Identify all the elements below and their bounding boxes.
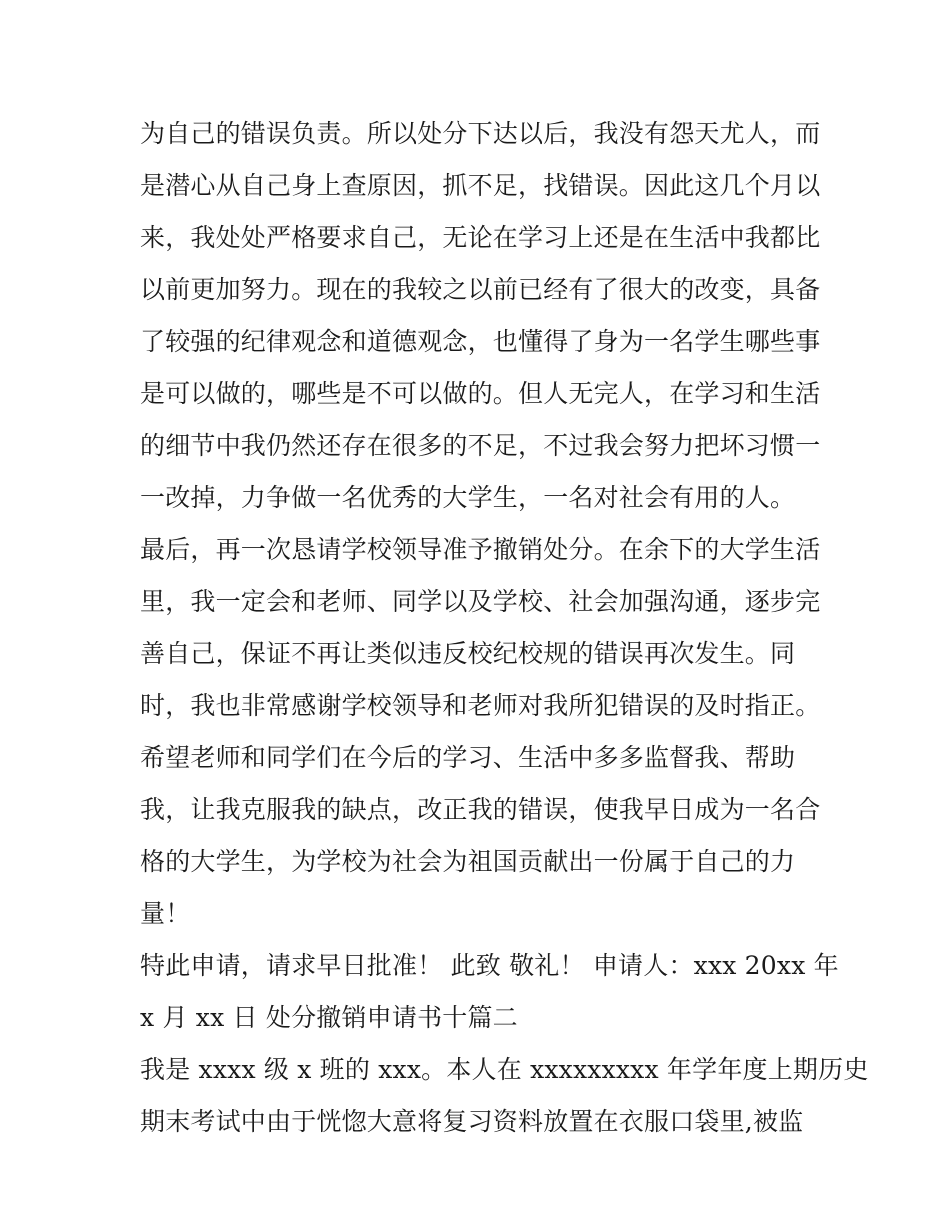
text-line: 为自己的错误负责。所以处分下达以后，我没有怨天尤人，而 (140, 119, 821, 148)
text-line: 特此申请，请求早日批准！ 此致 敬礼！ 申请人：xxx 20xx 年 (140, 951, 839, 980)
text-line: 是可以做的，哪些是不可以做的。但人无完人，在学习和生活 (140, 379, 821, 408)
text-line: 善自己，保证不再让类似违反校纪校规的错误再次发生。同 (140, 639, 796, 668)
text-line: 里，我一定会和老师、同学以及学校、社会加强沟通，逐步完 (140, 587, 821, 616)
text-line: 了较强的纪律观念和道德观念，也懂得了身为一名学生哪些事 (140, 327, 821, 356)
text-line: 我是 xxxx 级 x 班的 xxx。本人在 xxxxxxxxx 年学年度上期历史 (140, 1055, 869, 1084)
text-line: 量！ (140, 899, 191, 928)
document-body (140, 108, 869, 1148)
text-line: 最后，再一次恳请学校领导准予撤销处分。在余下的大学生活 (140, 535, 821, 564)
text-line: x 月 xx 日 处分撤销申请书十篇二 (140, 1003, 518, 1032)
text-line: 希望老师和同学们在今后的学习、生活中多多监督我、帮助 (140, 743, 796, 772)
text-line: 以前更加努力。现在的我较之以前已经有了很大的改变，具备 (140, 275, 821, 304)
text-line: 来，我处处严格要求自己，无论在学习上还是在生活中我都比 (140, 223, 821, 252)
text-line: 的细节中我仍然还存在很多的不足，不过我会努力把坏习惯一 (140, 431, 821, 460)
text-line: 一改掉，力争做一名优秀的大学生，一名对社会有用的人。 (140, 483, 796, 512)
text-line: 我，让我克服我的缺点，改正我的错误，使我早日成为一名合 (140, 795, 821, 824)
text-line: 格的大学生，为学校为社会为祖国贡献出一份属于自己的力 (140, 847, 796, 876)
text-line: 时，我也非常感谢学校领导和老师对我所犯错误的及时指正。 (140, 691, 821, 720)
text-line: 期末考试中由于恍惚大意将复习资料放置在衣服口袋里,被监 (140, 1107, 804, 1136)
text-line: 是潜心从自己身上查原因，抓不足，找错误。因此这几个月以 (140, 171, 821, 200)
